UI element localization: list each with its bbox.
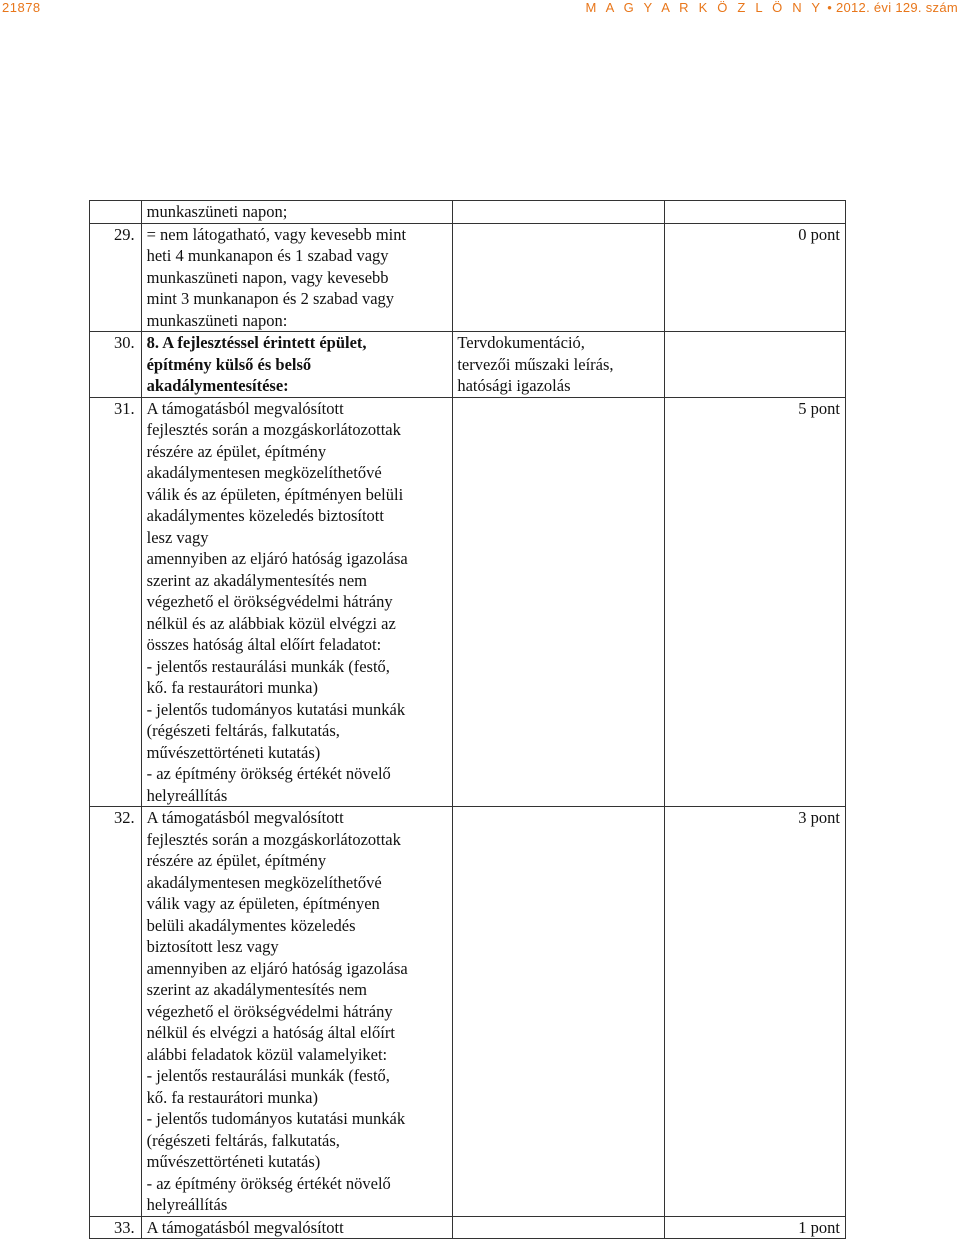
row-number: 31. bbox=[90, 397, 142, 807]
issue-info: • 2012. évi 129. szám bbox=[827, 0, 958, 15]
row-documents bbox=[453, 1216, 665, 1239]
table-row bbox=[90, 201, 846, 224]
page-header bbox=[0, 0, 960, 18]
row-description: A támogatásból megvalósított fejlesztés során a mozgáskorlátozottak részére az épület, építmény akadálymentesen megközelíthetővé válik vagy az épületen, építményen belüli akadálymentes közeledés biztosított lesz vagy amennyiben az eljáró hatóság igazolása szerint az akadálymentesítés nem végezhető el örökségvédelmi hátrány nélkül és elvégzi a hatóság által előírt alábbi feladatok közül valamelyiket: - jelentős restaurálási munkák (festő, kő. fa restaurátori munka) - jelentős tudományos kutatási munkák (régészeti feltárás, falkutatás, művészettörténeti kutatás) - az építmény örökség értékét növelő helyreállítás bbox=[141, 807, 453, 1217]
row-points: 5 pont bbox=[664, 397, 845, 807]
row-number: 29. bbox=[90, 223, 142, 332]
row-description: = nem látogatható, vagy kevesebb mint heti 4 munkanapon és 1 szabad vagy munkaszüneti napon, vagy kevesebb mint 3 munkanapon és 2 szabad vagy munkaszüneti napon: bbox=[141, 223, 453, 332]
row-number: 32. bbox=[90, 807, 142, 1217]
row-points: 3 pont bbox=[664, 807, 845, 1217]
row-number: 30. bbox=[90, 332, 142, 398]
row-points: 1 pont bbox=[664, 1216, 845, 1239]
table-row bbox=[90, 223, 846, 332]
row-points bbox=[664, 332, 845, 398]
table-row bbox=[90, 807, 846, 1217]
row-number: 33. bbox=[90, 1216, 142, 1239]
table-row bbox=[90, 1216, 846, 1239]
journal-title bbox=[586, 0, 959, 15]
row-description: A támogatásból megvalósított fejlesztés során a mozgáskorlátozottak részére az épület, építmény akadálymentesen megközelíthetővé válik és az épületen, építményen belüli akadálymentes közeledés biztosított lesz vagy amennyiben az eljáró hatóság igazolása szerint az akadálymentesítés nem végezhető el örökségvédelmi hátrány nélkül és az alábbiak közül elvégzi az összes hatóság által előírt feladatot: - jelentős restaurálási munkák (festő, kő. fa restaurátori munka) - jelentős tudományos kutatási munkák (régészeti feltárás, falkutatás, művészettörténeti kutatás) - az építmény örökség értékét növelő helyreállítás bbox=[141, 397, 453, 807]
row-documents bbox=[453, 201, 665, 224]
table-row bbox=[90, 332, 846, 398]
row-points: 0 pont bbox=[664, 223, 845, 332]
row-number bbox=[90, 201, 142, 224]
page-number: 21878 bbox=[2, 0, 41, 15]
scoring-table bbox=[89, 200, 846, 1239]
row-documents bbox=[453, 397, 665, 807]
row-documents bbox=[453, 807, 665, 1217]
row-description: A támogatásból megvalósított bbox=[141, 1216, 453, 1239]
row-points bbox=[664, 201, 845, 224]
row-documents: Tervdokumentáció, tervezői műszaki leírás, hatósági igazolás bbox=[453, 332, 665, 398]
journal-name: M A G Y A R K Ö Z L Ö N Y bbox=[585, 0, 824, 15]
row-description: munkaszüneti napon; bbox=[141, 201, 453, 224]
section-heading: 8. A fejlesztéssel érintett épület, építmény külső és belső akadálymentesítése: bbox=[141, 332, 453, 398]
row-documents bbox=[453, 223, 665, 332]
table-row bbox=[90, 397, 846, 807]
